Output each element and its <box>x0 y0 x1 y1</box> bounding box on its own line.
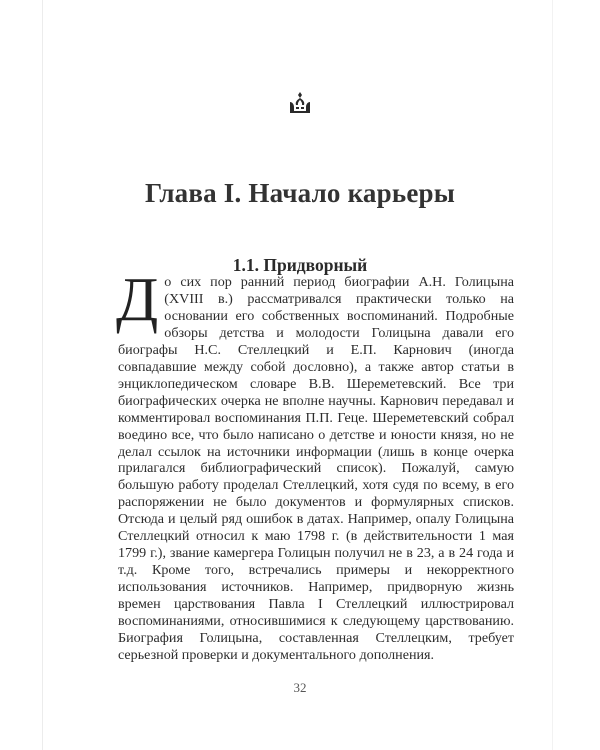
page-edge-right <box>552 0 553 750</box>
page-edge-left <box>42 0 43 750</box>
section-title: 1.1. Придворный <box>232 255 368 275</box>
body-paragraph <box>116 266 514 664</box>
page-number: 32 <box>293 680 307 695</box>
drop-cap: Д <box>116 266 159 334</box>
chapter-title: Глава I. Начало карьеры <box>144 178 456 208</box>
paragraph-text: о сих пор ранний период биографии А.Н. Голицына (XVIII в.) рассматривался практически только на основании его собственных воспоминаний. Подробные обзоры детства и молодости Голицына давали его биографы Н.С. Стеллецкий и Е.П. Карнович (иногда совпадавшие между собой дословно), а также автор статьи в энциклопедическом словаре В.В. Шереметевский. Все три биографических очерка не вполне научны. Карнович передавал и комментировал воспоминания П.П. Гецe. Шереметевский собрал воедино все, что было написано о детстве и юности князя, но не делал ссылок на источники информации (лишь в конце очерка прилагался библиографический список). Пожалуй, самую большую работу проделал Стеллецкий, хотя судя по всему, в его распоряжении не было документов и формулярных списков. Отсюда и целый ряд ошибок в датах. Например, опалу Голицына Стеллецкий относил к маю 1798 г. (в действительности 1 мая 1799 г.), звание камергера Голицын получил не в 23, а в 24 года и т.д. Кроме того, встречались примеры и некорректного использования источников. Например, придворную жизнь времен царствования Павла I Стеллецкий иллюстрировал воспоминаниями, относившимися к следующему царствованию. Биография Голицына, составленная Стеллецким, требует серьезной проверки и документального дополнения. <box>118 274 514 663</box>
fleuron-crown-icon <box>288 92 312 114</box>
